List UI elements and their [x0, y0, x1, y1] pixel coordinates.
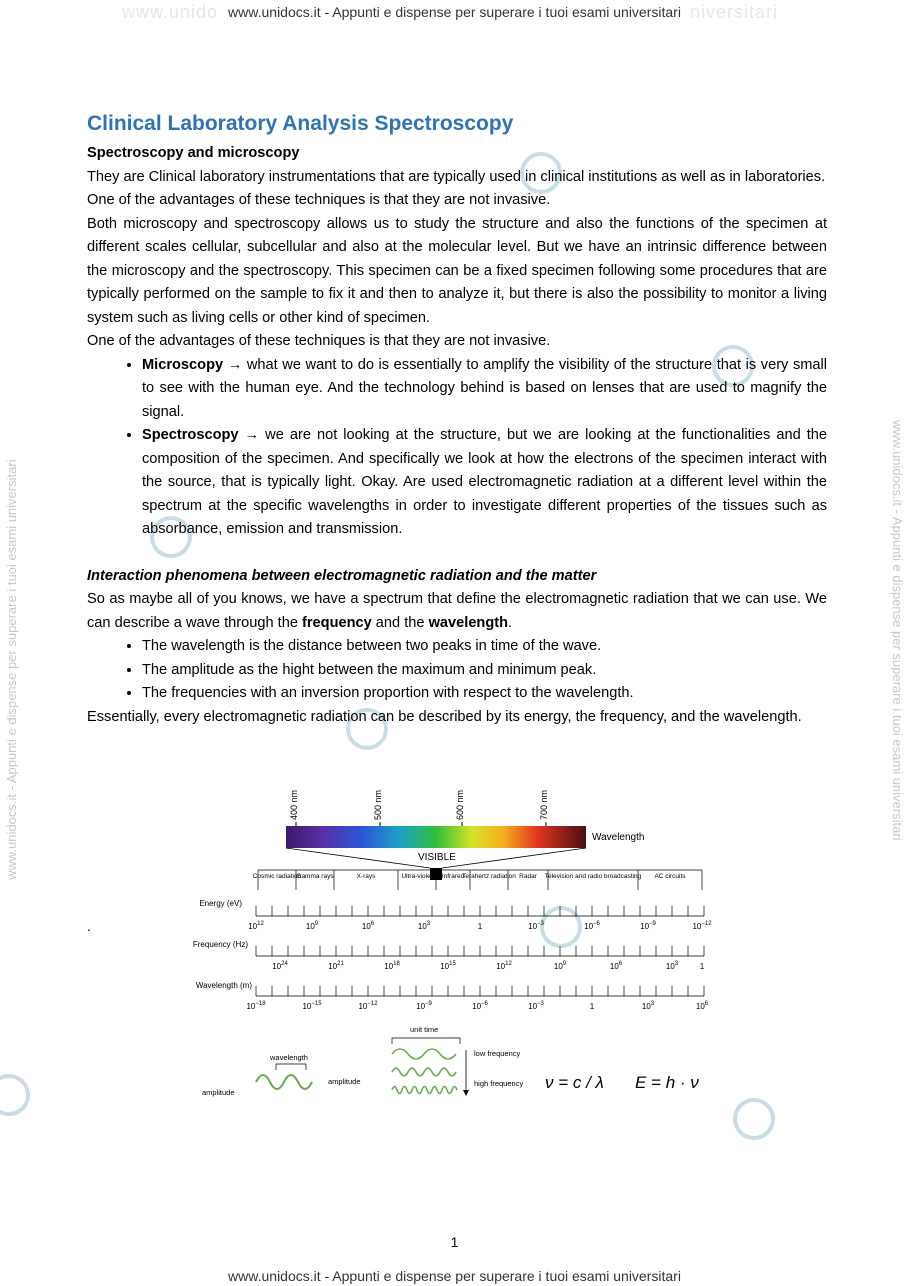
- wavelength-row: [196, 981, 709, 1011]
- visible-ticks: [289, 790, 549, 826]
- wavelength-label: Wavelength: [592, 832, 645, 843]
- text-run: .: [508, 614, 513, 631]
- band-label: X-rays: [356, 873, 376, 880]
- band-label: AC circuits: [654, 873, 686, 880]
- bullet-item: • The frequencies with an inversion proportion with respect to the wavelength.: [142, 682, 827, 706]
- em-spectrum-figure: [190, 782, 720, 1112]
- unit-time-label: unit time: [410, 1025, 439, 1034]
- band-label: Gamma rays: [296, 873, 334, 880]
- band-label: Cosmic radiation: [252, 873, 302, 880]
- scale-tick-label: $10^{-12}$: [692, 921, 712, 931]
- high-frequency-label: high frequency: [474, 1079, 524, 1088]
- bullet-term: Microscopy: [142, 356, 224, 373]
- wave-label: wavelength: [270, 1053, 308, 1062]
- scale-tick-label: $10^{-18}$: [246, 1001, 266, 1011]
- document-title: Clinical Laboratory Analysis Spectroscopy: [87, 112, 514, 135]
- low-frequency-label: low frequency: [474, 1049, 521, 1058]
- band-row: [253, 870, 702, 890]
- paragraph: Essentially, every electromagnetic radiation can be described by its energy, the frequency, and the wavelength.: [87, 708, 802, 725]
- formula-energy: E = h · ν: [635, 1073, 699, 1092]
- row-label: Energy (eV): [199, 899, 242, 908]
- text-run: and the: [371, 614, 429, 631]
- scale-tick-label: $10^{-6}$: [472, 1001, 488, 1011]
- paragraph: Both microscopy and spectroscopy allows us to study the structure and also the functions of the specimen at different scales cellular, subcellular and also at the molecular level. But we have an intrinsic difference between the microscopy and the spectroscopy. This specimen can be a fixed specimen following some procedures that are typically performed on the sample to fix it and then to analyze it, but there is also the possibility to monitor a living system such as living cells or other kind of specimen.: [87, 215, 827, 326]
- tick-label: 600 nm: [455, 789, 465, 820]
- arrow: →: [238, 427, 266, 443]
- ghost-watermark-right: niversitari: [690, 2, 779, 22]
- page-number: 1: [450, 1234, 459, 1250]
- frequency-row: [193, 940, 705, 971]
- scale-tick-label: $10^{-3}$: [528, 1001, 544, 1011]
- scale-tick-label: $10^6$: [609, 961, 623, 971]
- scale-tick-label: 1: [699, 962, 705, 971]
- bullet-list: [87, 635, 827, 706]
- scale-tick-label: $10^3$: [417, 921, 431, 931]
- tick-label: 700 nm: [539, 789, 549, 820]
- text-run-bold: wavelength: [428, 614, 509, 631]
- unidocs-logo-watermark: [0, 1074, 30, 1116]
- bullet-item: [142, 354, 827, 425]
- scale-tick-label: $10^{-6}$: [584, 921, 600, 931]
- bullet-item: • The wavelength is the distance between two peaks in time of the wave.: [142, 635, 827, 659]
- scale-tick-label: $10^{-3}$: [528, 921, 544, 931]
- bullet-item: [142, 424, 827, 542]
- bullet-text: what we want to do is essentially to amplify the visibility of the structure that is very small to see with the human eye. And the technology behind is based on lenses that are used to magnify the signal.: [142, 356, 828, 420]
- paragraph: One of the advantages of these techniques is that they are not invasive.: [87, 333, 551, 349]
- scale-tick-label: $10^3$: [665, 961, 679, 971]
- tick-label: 500 nm: [373, 789, 383, 820]
- section-heading: Spectroscopy and microscopy: [87, 145, 300, 161]
- scale-tick-label: $10^{-9}$: [640, 921, 656, 931]
- scale-tick-label: $10^{-12}$: [358, 1001, 378, 1011]
- scale-tick-label: 1: [477, 922, 483, 931]
- top-watermark: www.unidocs.it - Appunti e dispense per superare i tuoi esami universitari: [228, 4, 681, 20]
- row-label: Frequency (Hz): [192, 940, 248, 949]
- band-label: Ultra-violet: [401, 873, 433, 880]
- paragraph: They are Clinical laboratory instrumentations that are typically used in clinical institutions as well as in laboratories.: [87, 168, 826, 185]
- document-body: [87, 110, 827, 729]
- visible-label: VISIBLE: [418, 852, 456, 863]
- formula-frequency: ν = c / λ: [545, 1073, 604, 1092]
- right-side-watermark: www.unidocs.it - Appunti e dispense per superare i tuoi esami universitari: [890, 420, 905, 841]
- paragraph: [87, 588, 827, 635]
- scale-tick-label: $10^6$: [695, 1001, 709, 1011]
- unidocs-logo-watermark: [733, 1098, 775, 1140]
- scale-tick-label: $10^{24}$: [272, 961, 288, 971]
- scale-tick-label: $10^{-9}$: [416, 1001, 432, 1011]
- scale-tick-label: $10^3$: [641, 1001, 655, 1011]
- ghost-watermark-left: www.unido: [122, 2, 219, 22]
- arrow: →: [223, 356, 247, 373]
- paragraph: One of the advantages of these techniques is that they are not invasive.: [87, 192, 551, 208]
- wave-diagram: [202, 1025, 523, 1097]
- bullet-text: we are not looking at the structure, but we are looking at the functionalities and the composition of the specimen. And specifically we look at how the electrons of the specimen interact with the source, that is typically light. Okay. Are used electromagnetic radiation at a different level within the spectrum at the specific wavelengths in order to investigate different properties of the tissues such as absorbance, emission and transmission.: [142, 427, 828, 537]
- scale-tick-label: $10^{-15}$: [302, 1001, 322, 1011]
- scale-tick-label: $10^9$: [305, 921, 319, 931]
- bottom-watermark: www.unidocs.it - Appunti e dispense per superare i tuoi esami universitari: [228, 1268, 681, 1284]
- scale-tick-label: $10^6$: [361, 921, 375, 931]
- amplitude-label-right: amplitude: [328, 1077, 361, 1086]
- bullet-term: Spectroscopy: [142, 427, 239, 443]
- scale-tick-label: $10^9$: [553, 961, 567, 971]
- scale-tick-label: $10^{18}$: [384, 961, 400, 971]
- band-label: Television and radio broadcasting: [544, 873, 642, 880]
- band-label: Radar: [519, 873, 537, 880]
- scale-tick-label: 1: [589, 1002, 595, 1011]
- energy-row: [199, 899, 712, 931]
- tick-label: 400 nm: [289, 789, 299, 820]
- row-label: Wavelength (m): [195, 981, 252, 990]
- band-label: Terahertz radiation: [462, 873, 516, 880]
- left-side-watermark: www.unidocs.it - Appunti e dispense per superare i tuoi esami universitari: [4, 459, 19, 880]
- amplitude-label-left: amplitude: [202, 1088, 235, 1097]
- text-run: So as maybe all of you knows, we have a spectrum that define the electromagnetic radiation that we can use. We can describe a wave through the: [87, 591, 827, 631]
- section-heading: Interaction phenomena between electromagnetic radiation and the matter: [87, 567, 597, 584]
- figure-dot: .: [87, 918, 91, 934]
- bullet-item: • The amplitude as the hight between the maximum and minimum peak.: [142, 659, 827, 683]
- text-run-bold: frequency: [302, 614, 372, 631]
- scale-tick-label: $10^{12}$: [496, 961, 512, 971]
- bullet-list: [87, 354, 827, 542]
- band-label: Infrared: [441, 873, 465, 880]
- scale-tick-label: $10^{12}$: [248, 921, 264, 931]
- scale-tick-label: $10^{15}$: [440, 961, 456, 971]
- visible-spectrum-bar: [286, 826, 586, 848]
- scale-tick-label: $10^{21}$: [328, 961, 344, 971]
